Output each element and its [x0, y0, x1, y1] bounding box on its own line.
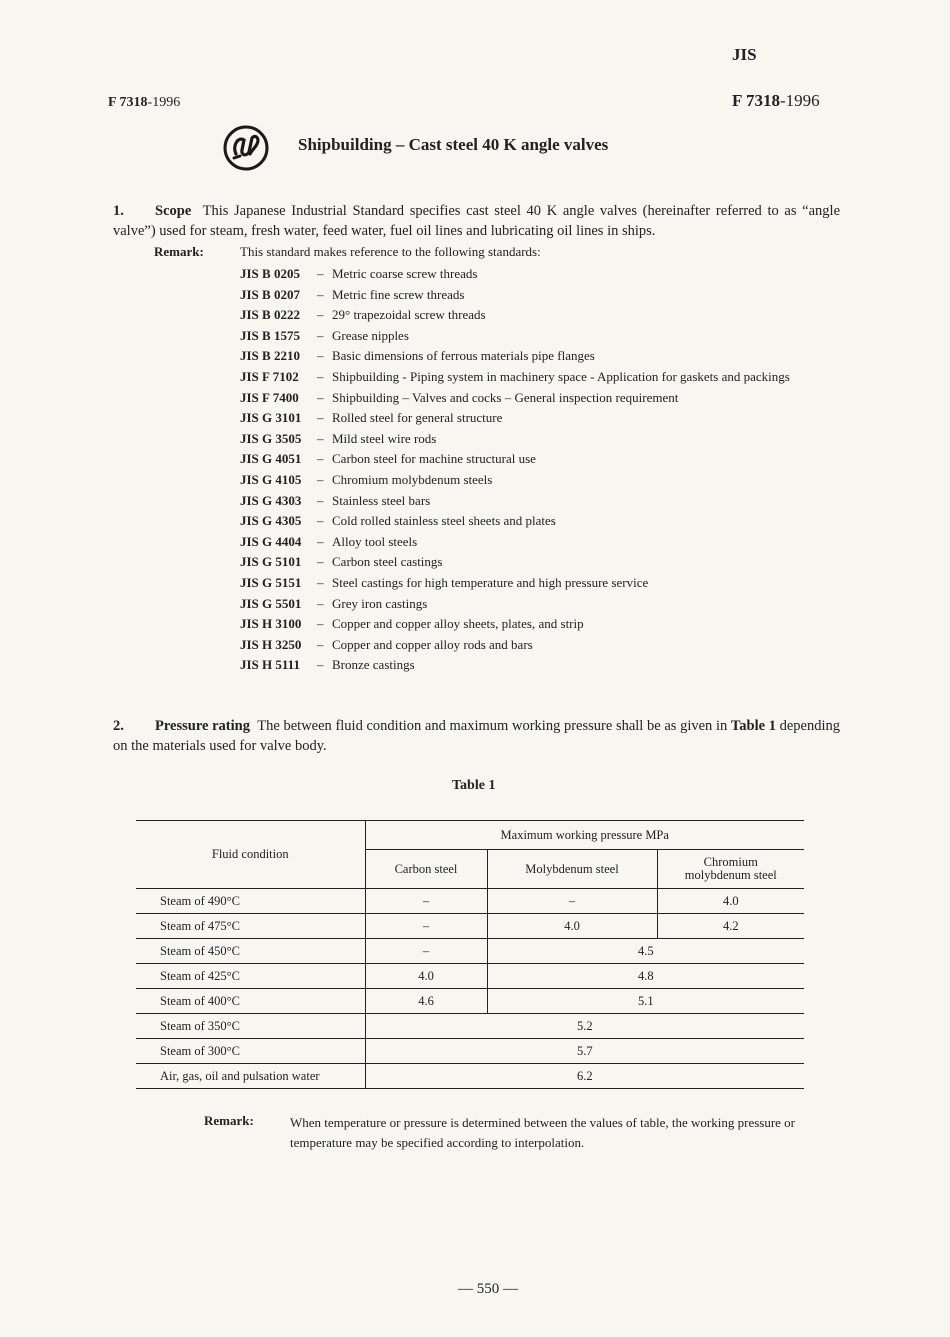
cell-moly: –	[487, 889, 657, 914]
reference-item: JIS B 0205 – Metric coarse screw threads	[240, 264, 840, 285]
remark-intro: This standard makes reference to the following standards:	[240, 244, 541, 259]
ref-code: JIS H 3250	[240, 636, 302, 652]
reference-item: JIS B 0222 – 29° trapezoidal screw threads	[240, 305, 840, 326]
cell-carbon: –	[365, 939, 487, 964]
reference-item: JIS H 3100 – Copper and copper alloy sheets, plates, and strip	[240, 614, 840, 635]
table-row	[136, 1064, 804, 1089]
reference-item: JIS B 0207 – Metric fine screw threads	[240, 285, 840, 306]
header-cr-line2: molybdenum steel	[684, 868, 777, 882]
cell-moly-crmo: 5.1	[487, 989, 804, 1014]
reference-item: JIS G 4404 – Alloy tool steels	[240, 532, 840, 553]
reference-item: JIS G 5501 – Grey iron castings	[240, 594, 840, 615]
header-max-pressure: Maximum working pressure MPa	[365, 821, 804, 850]
header-carbon-steel: Carbon steel	[365, 850, 487, 889]
cell-fluid: Steam of 475°C	[136, 914, 365, 939]
ref-code: JIS H 5111	[240, 657, 300, 673]
header-left-code	[108, 95, 180, 111]
ref-desc: Rolled steel for general structure	[332, 410, 503, 426]
ref-code: JIS G 4303	[240, 492, 302, 508]
table-header-row	[136, 821, 804, 850]
ref-code: JIS H 3100	[240, 616, 302, 632]
ref-desc: Metric fine screw threads	[332, 286, 465, 302]
cell-all-materials: 5.2	[365, 1014, 804, 1039]
right-code: F 7318	[732, 91, 781, 110]
ref-desc: Carbon steel castings	[332, 554, 443, 570]
ref-code: JIS G 4404	[240, 533, 302, 549]
ref-desc: Bronze castings	[332, 657, 415, 673]
reference-item: JIS B 1575 – Grease nipples	[240, 326, 840, 347]
header-jis: JIS	[732, 45, 757, 64]
section-text: This Japanese Industrial Standard specifies cast steel 40 K angle valves (hereinafter referred to as “angle valve”) used for steam, fresh water, feed water, fuel oil lines and lubricating oil lines in ships.	[113, 203, 841, 239]
reference-item: JIS G 5101 – Carbon steel castings	[240, 552, 840, 573]
table-row	[136, 1014, 804, 1039]
reference-item: JIS B 2210 – Basic dimensions of ferrous materials pipe flanges	[240, 346, 840, 367]
ref-desc: Shipbuilding - Piping system in machinery space - Application for gaskets and packings	[332, 368, 790, 384]
remark-label: Remark:	[154, 244, 204, 259]
table-row	[136, 1039, 804, 1064]
table-remark-text: When temperature or pressure is determined between the values of table, the working pressure or temperature may be specified according to interpolation.	[290, 1115, 796, 1150]
ref-desc: 29° trapezoidal screw threads	[332, 307, 486, 323]
ref-code: JIS B 1575	[240, 327, 300, 343]
cell-carbon: –	[365, 889, 487, 914]
section-heading: Pressure rating	[155, 718, 250, 734]
ref-code: JIS G 5151	[240, 574, 302, 590]
ref-code: JIS B 0205	[240, 266, 300, 281]
reference-item: JIS H 3250 – Copper and copper alloy rods and bars	[240, 635, 840, 656]
ref-code: JIS F 7400	[240, 389, 299, 405]
ref-desc: Shipbuilding – Valves and cocks – General inspection requirement	[332, 389, 679, 405]
jis-mark-icon	[222, 124, 270, 172]
ref-code: JIS G 4051	[240, 451, 302, 467]
reference-list	[240, 264, 840, 676]
ref-desc: Cold rolled stainless steel sheets and plates	[332, 513, 556, 529]
cell-all-materials: 6.2	[365, 1064, 804, 1089]
page-number: — 550 —	[458, 1281, 518, 1297]
reference-item: JIS F 7400 – Shipbuilding – Valves and cocks – General inspection requirement	[240, 388, 840, 409]
cell-fluid: Steam of 400°C	[136, 989, 365, 1014]
ref-code: JIS G 3505	[240, 430, 302, 446]
cell-moly-crmo: 4.5	[487, 939, 804, 964]
cell-fluid: Steam of 490°C	[136, 889, 365, 914]
ref-code: JIS F 7102	[240, 368, 299, 384]
pressure-table	[136, 820, 804, 1089]
reference-item: JIS G 4105 – Chromium molybdenum steels	[240, 470, 840, 491]
cell-carbon: –	[365, 914, 487, 939]
left-code: F 7318	[108, 95, 148, 110]
reference-item: JIS G 4305 – Cold rolled stainless steel sheets and plates	[240, 511, 840, 532]
ref-desc: Basic dimensions of ferrous materials pipe flanges	[332, 348, 595, 364]
table-row	[136, 964, 804, 989]
ref-desc: Stainless steel bars	[332, 492, 431, 508]
reference-item: JIS G 4303 – Stainless steel bars	[240, 491, 840, 512]
cell-moly: 4.0	[487, 914, 657, 939]
section-text-2: depending on the materials used for valve body.	[113, 718, 841, 754]
ref-desc: Grease nipples	[332, 327, 409, 343]
cell-fluid: Steam of 350°C	[136, 1014, 365, 1039]
ref-desc: Copper and copper alloy sheets, plates, and strip	[332, 616, 584, 632]
cell-crmo: 4.2	[657, 914, 804, 939]
ref-code: JIS B 0222	[240, 307, 300, 323]
ref-code: JIS B 2210	[240, 348, 300, 364]
page-title: Shipbuilding – Cast steel 40 K angle valves	[298, 135, 609, 154]
reference-item: JIS G 3505 – Mild steel wire rods	[240, 429, 840, 450]
ref-desc: Mild steel wire rods	[332, 430, 437, 446]
ref-code: JIS G 3101	[240, 410, 302, 426]
section-heading: Scope	[155, 203, 192, 219]
header-chromium-molybdenum-steel	[657, 850, 804, 889]
ref-desc: Grey iron castings	[332, 595, 428, 611]
header-molybdenum-steel: Molybdenum steel	[487, 850, 657, 889]
cell-fluid: Steam of 450°C	[136, 939, 365, 964]
table-row	[136, 889, 804, 914]
table-remark-label: Remark:	[204, 1113, 254, 1128]
section-text-1: The between fluid condition and maximum working pressure shall be as given in	[257, 718, 728, 734]
header-right-code	[732, 91, 820, 111]
reference-item: JIS G 5151 – Steel castings for high temperature and high pressure service	[240, 573, 840, 594]
reference-item: JIS H 5111 – Bronze castings	[240, 655, 840, 676]
ref-desc: Metric coarse screw threads	[332, 266, 478, 281]
ref-code: JIS B 0207	[240, 286, 300, 302]
cell-carbon: 4.0	[365, 964, 487, 989]
ref-code: JIS G 5501	[240, 595, 302, 611]
section-pressure-rating	[113, 716, 840, 756]
cell-carbon: 4.6	[365, 989, 487, 1014]
reference-item: JIS F 7102 – Shipbuilding - Piping system in machinery space - Application for gaskets and packings	[240, 367, 840, 388]
cell-fluid: Steam of 300°C	[136, 1039, 365, 1064]
table-reference: Table 1	[730, 718, 776, 734]
reference-item: JIS G 4051 – Carbon steel for machine structural use	[240, 449, 840, 470]
ref-desc: Carbon steel for machine structural use	[332, 451, 536, 467]
ref-code: JIS G 4305	[240, 513, 302, 529]
cell-crmo: 4.0	[657, 889, 804, 914]
ref-desc: Steel castings for high temperature and high pressure service	[332, 574, 649, 590]
ref-desc: Copper and copper alloy rods and bars	[332, 636, 533, 652]
section-scope	[113, 201, 840, 241]
section-number: 1.	[113, 203, 124, 219]
cell-fluid: Air, gas, oil and pulsation water	[136, 1064, 365, 1089]
reference-item: JIS G 3101 – Rolled steel for general structure	[240, 408, 840, 429]
header-fluid-condition: Fluid condition	[136, 821, 365, 889]
ref-desc: Chromium molybdenum steels	[332, 471, 493, 487]
ref-desc: Alloy tool steels	[332, 533, 418, 549]
ref-code: JIS G 5101	[240, 554, 302, 570]
table-row	[136, 939, 804, 964]
left-year: -1996	[147, 95, 181, 110]
table-title: Table 1	[452, 778, 496, 793]
cell-all-materials: 5.7	[365, 1039, 804, 1064]
section-number: 2.	[113, 718, 124, 734]
cell-moly-crmo: 4.8	[487, 964, 804, 989]
table-row	[136, 989, 804, 1014]
right-year: -1996	[780, 91, 820, 110]
table-row	[136, 914, 804, 939]
cell-fluid: Steam of 425°C	[136, 964, 365, 989]
ref-code: JIS G 4105	[240, 471, 302, 487]
header-cr-line1: Chromium	[703, 855, 758, 869]
